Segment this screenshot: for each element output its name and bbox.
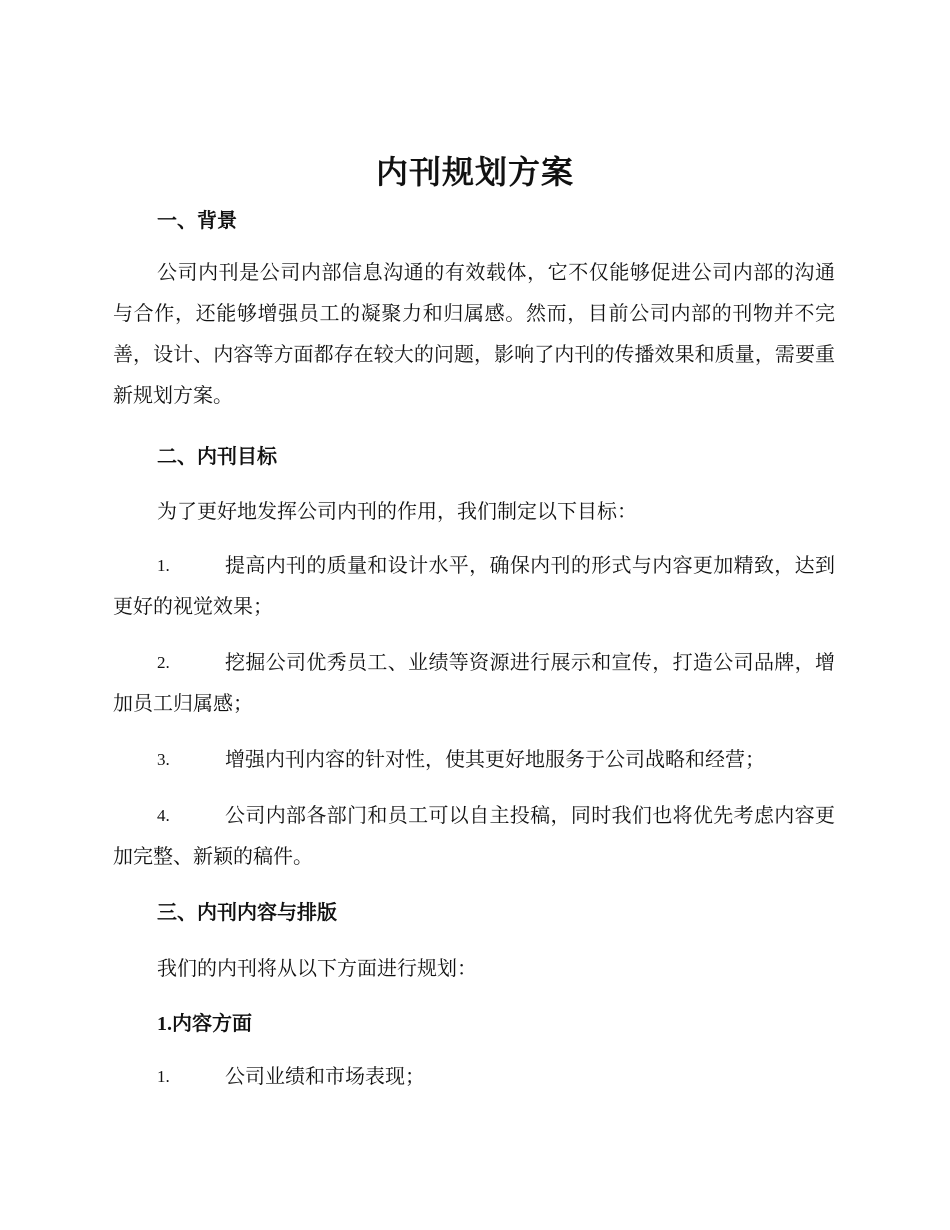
goal-list-item-2 bbox=[113, 642, 835, 724]
list-number: 1. bbox=[157, 556, 170, 575]
list-item-text: 挖掘公司优秀员工、业绩等资源进行展示和宣传，打造公司品牌，增加员工归属感； bbox=[113, 650, 835, 715]
section-heading-background: 一、背景 bbox=[157, 208, 237, 232]
section-heading-content-layout: 三、内刊内容与排版 bbox=[157, 900, 337, 924]
list-item-text: 增强内刊内容的针对性，使其更好地服务于公司战略和经营； bbox=[225, 747, 765, 771]
sub-heading-text: 内容方面 bbox=[172, 1011, 252, 1035]
list-item-text: 公司内部各部门和员工可以自主投稿，同时我们也将优先考虑内容更加完整、新颖的稿件。 bbox=[113, 803, 835, 868]
sub-heading-number: 1. bbox=[157, 1013, 172, 1035]
goal-list-item-1 bbox=[113, 545, 835, 627]
list-item-text: 提高内刊的质量和设计水平，确保内刊的形式与内容更加精致，达到更好的视觉效果； bbox=[113, 553, 835, 618]
goal-list-item-4 bbox=[113, 795, 835, 877]
list-number: 4. bbox=[157, 806, 170, 825]
document-title: 内刊规划方案 bbox=[375, 153, 574, 191]
list-number: 2. bbox=[157, 653, 170, 672]
section-heading-goals: 二、内刊目标 bbox=[157, 444, 277, 468]
sub-heading-content bbox=[157, 1008, 252, 1039]
background-paragraph: 公司内刊是公司内部信息沟通的有效载体，它不仅能够促进公司内部的沟通与合作，还能够增强员工的凝聚力和归属感。然而，目前公司内部的刊物并不完善，设计、内容等方面都存在较大的问题，影响了内刊的传播效果和质量，需要重新规划方案。 bbox=[113, 260, 835, 407]
list-number: 3. bbox=[157, 750, 170, 769]
goal-list-item-3 bbox=[113, 739, 835, 780]
goals-intro: 为了更好地发挥公司内刊的作用，我们制定以下目标： bbox=[157, 499, 637, 523]
list-item-text: 公司业绩和市场表现； bbox=[225, 1064, 425, 1088]
content-list-item-1 bbox=[113, 1056, 835, 1097]
list-number: 1. bbox=[157, 1067, 170, 1086]
content-layout-intro: 我们的内刊将从以下方面进行规划： bbox=[157, 956, 477, 980]
